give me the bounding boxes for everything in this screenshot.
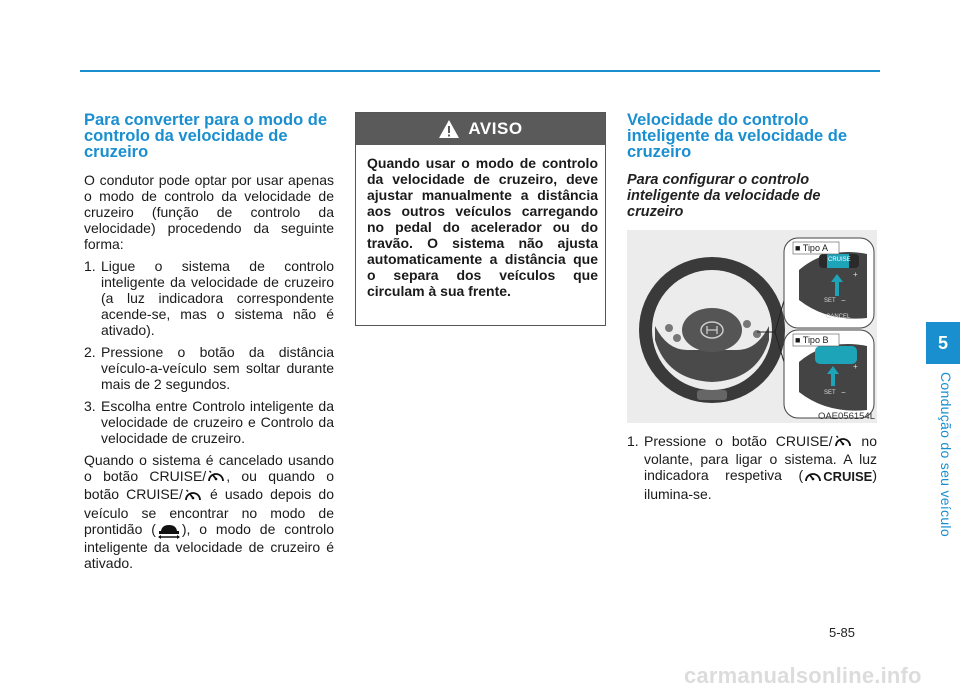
top-rule xyxy=(80,70,880,72)
cruise-indicator xyxy=(803,468,872,486)
steps-list xyxy=(627,433,877,502)
cruise-speedometer-icon xyxy=(183,487,203,505)
warning-column xyxy=(355,112,606,326)
cruise-speedometer-icon xyxy=(803,468,823,486)
cruise-indicator-label: CRUISE xyxy=(823,468,873,484)
cruise-speedometer-icon xyxy=(833,433,853,451)
figure-cancel-label: CANCEL xyxy=(826,314,851,320)
section-title: Para converter para o modo de controlo da velocidade de cruzeiro xyxy=(84,111,327,161)
outro-paragraph: Quando o sistema é cancelado usando o botão CRUISE/ , ou quando o botão CRUISE/ é usado depois do veículo se encontrar no modo de prontidão ( ), o modo de controlo inteligente da velocidade de cruzeiro é ativado. xyxy=(84,452,335,571)
warning-title: AVISO xyxy=(468,119,523,138)
intro-paragraph: O condutor pode optar por usar apenas o modo de controlo da velocidade de cruzeiro (função de controlo da velocidade) procedendo da seguinte forma: xyxy=(84,172,334,252)
figure-set-label-b: SET xyxy=(824,390,836,396)
figure-label-tipo-a: ■ Tipo A xyxy=(795,243,828,253)
subsection-title: Para configurar o controlo inteligente da velocidade de cruzeiro xyxy=(627,172,821,220)
list-item: 1. Ligue o sistema de controlo inteligente da velocidade de cruzeiro (a luz indicadora correspondente acende-se, mas o sistema não é ativado). xyxy=(84,258,334,338)
figure-minus-label-b: − xyxy=(841,388,846,397)
figure-plus-label: + xyxy=(853,270,858,279)
figure-cruise-label: CRUISE xyxy=(828,257,851,263)
figure-plus-label-b: + xyxy=(853,362,858,371)
warning-box xyxy=(355,112,606,326)
figure-minus-label: − xyxy=(841,296,846,305)
warning-header xyxy=(356,113,605,145)
list-item: 2. Pressione o botão da distância veículo-a-veículo sem soltar durante mais de 2 segundos. xyxy=(84,344,334,392)
vehicle-distance-icon xyxy=(156,521,182,539)
figure-label-tipo-b: ■ Tipo B xyxy=(795,335,829,345)
right-column xyxy=(627,112,877,508)
steering-wheel-figure xyxy=(627,230,877,423)
figure-code: OAE056154L xyxy=(817,411,875,422)
left-column xyxy=(84,112,334,577)
warning-icon xyxy=(438,119,460,139)
page-number: 5-85 xyxy=(829,625,856,640)
list-item: 1. Pressione o botão CRUISE/ no volante, para ligar o sistema. A luz indicadora respetiva ( CRUISE ) ilumina-se. xyxy=(627,433,877,502)
chapter-tab: 5 xyxy=(926,322,960,364)
figure-set-label: SET xyxy=(824,298,836,304)
warning-text: Quando usar o modo de controlo da velocidade de cruzeiro, deve ajustar manualmente a distância aos outros veículos carregando no pedal do acelerador ou do travão. O sistema não ajusta automaticamente a distância que o separa dos veículos que circulam à sua frente. xyxy=(367,155,598,299)
section-title: Velocidade do controlo inteligente da velocidade de cruzeiro xyxy=(627,111,848,161)
list-item: 3. Escolha entre Controlo inteligente da velocidade de cruzeiro e Controlo da velocidade de cruzeiro. xyxy=(84,398,334,446)
cruise-speedometer-icon xyxy=(206,468,226,486)
steps-list xyxy=(84,258,334,446)
chapter-section-label: Condução do seu veículo xyxy=(938,372,954,537)
watermark: carmanualsonline.info xyxy=(684,663,922,688)
